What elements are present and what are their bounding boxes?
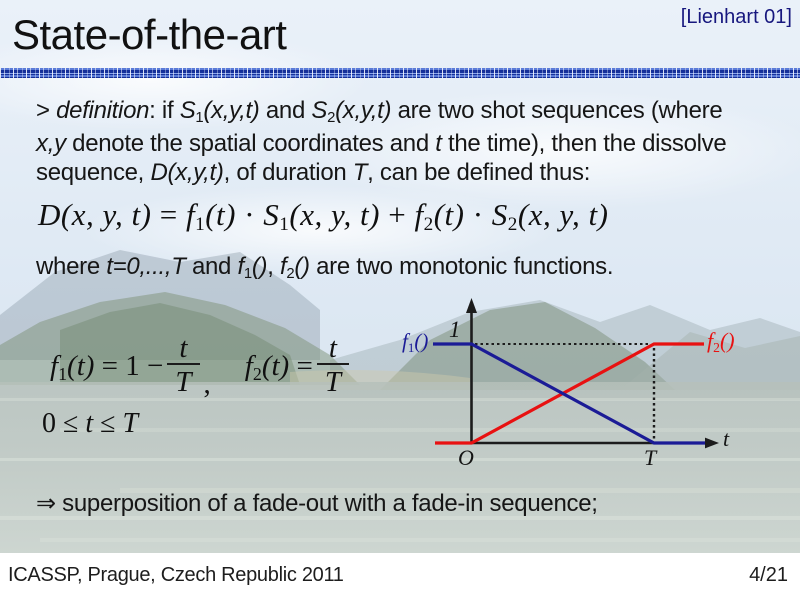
f1-line: [433, 344, 706, 443]
graph-label-f1: f1(): [402, 329, 429, 355]
f2-fraction-numerator: t: [328, 332, 337, 364]
slide-footer: [0, 553, 800, 598]
f1-fraction-denominator: T: [167, 363, 199, 399]
dissolve-equation: D(x, y, t) = f1(t) · S1(x, y, t) + f2(t) · S2(x, y, t): [38, 197, 609, 236]
definition-line-1: > definition: if S1(x,y,t) and S2(x,y,t) are two shot sequences (where: [36, 97, 723, 127]
graph-tick-T: T: [644, 445, 657, 470]
page-title: State-of-the-art: [12, 11, 287, 58]
f1-fraction-numerator: t: [179, 332, 188, 364]
footer-page-number: 4/21: [749, 564, 788, 586]
f2-fraction: [317, 333, 349, 399]
t-range-constraint: 0 ≤ t ≤ T: [42, 408, 139, 439]
f1-formula-lhs: f1(t) = 1 −: [50, 349, 164, 384]
citation-label: [Lienhart 01]: [680, 6, 792, 28]
decorative-accent-bar: [0, 68, 800, 78]
graph-tick-origin: O: [458, 445, 474, 470]
f2-formula-lhs: f2(t) =: [244, 349, 313, 384]
weight-function-formulas: [50, 333, 353, 399]
footer-conference-label: ICASSP, Prague, Czech Republic 2011: [8, 564, 344, 586]
f1-fraction: [167, 333, 199, 399]
y-axis-arrowhead-icon: [466, 298, 477, 313]
graph-axis-label-t: t: [723, 426, 730, 451]
definition-paragraph: [36, 96, 776, 187]
graph-tick-one: 1: [449, 317, 461, 342]
x-axis-arrowhead-icon: [705, 438, 719, 449]
definition-line-2: x,y denote the spatial coordinates and t the time), then the dissolve: [36, 130, 727, 157]
formula-separator-comma: ,: [203, 368, 211, 400]
where-clause: where t=0,...,T and f1(), f2() are two monotonic functions.: [36, 253, 614, 283]
conclusion-line: ⇒ superposition of a fade-out with a fade-in sequence;: [36, 490, 598, 517]
graph-label-f2: f2(): [707, 328, 735, 355]
f2-line: [435, 344, 704, 443]
f2-fraction-denominator: T: [317, 363, 349, 399]
definition-line-3: sequence, D(x,y,t), of duration T, can be defined thus:: [36, 159, 591, 186]
